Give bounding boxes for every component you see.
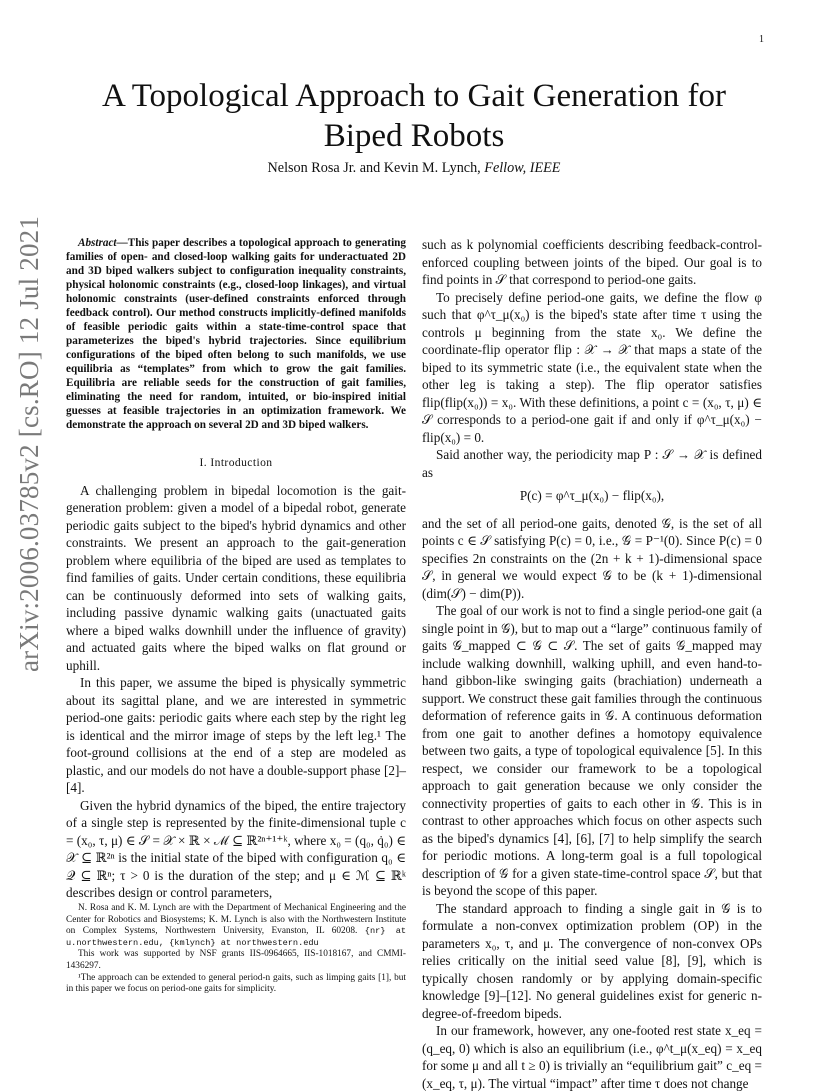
abstract-text: —This paper describes a topological approach to generating families of open- and closed-loop walking gaits for underactuated 2D and 3D biped walkers subject to configuration inequality constraints, physical holonomic constraints (e.g., closed-loop linkages), and virtual holonomic constraints (user-defined constraints enforced through feedback control). Our method constructs implicitly-defined manifolds of feasible periodic gaits within a state-time-control space that parameterizes the biped's hybrid trajectories. Since equilibrium configurations of the biped often belong to such manifolds, we use equilibria as “templates” from which to grow the gait families. Equilibria are reliable seeds for the construction of gait families, eliminating the need for random, intuited, or bio-inspired initial guesses at feasible trajectories in an optimization framework. We demonstrate the approach on several 2D and 3D biped walkers.	[66, 237, 406, 431]
paragraph: The standard approach to finding a single gait in 𝒢 is to formulate a non-convex optimization problem (OP) in the parameters x₀, τ, and μ. The convergence of non-convex OPs relies critically on the initial seed value [8], [9], which is typically chosen randomly or by applying domain-specific knowledge [9]–[12]. No general guidelines exist for generic n-degree-of-freedom bipeds.	[422, 900, 762, 1021]
paragraph: Said another way, the periodicity map P : 𝒮 → 𝒳 is defined as	[422, 447, 762, 480]
right-column	[422, 236, 762, 1092]
abstract	[66, 236, 406, 432]
footnote-1: ¹The approach can be extended to general period-n gaits, such as limping gaits [1], but in this paper we focus on period-one gaits for simplicity.	[66, 972, 406, 995]
paragraph: In our framework, however, any one-footed rest state x_eq = (q_eq, 0) which is also an equilibrium (i.e., φ^t_μ(x_eq) = x_eq for some μ and all t ≥ 0) is trivially an “equilibrium gait” c_eq = (x_eq, τ, μ). The virtual “impact” after time τ does not change	[422, 1023, 762, 1091]
arxiv-sidebar	[2, 0, 42, 1072]
footnotes	[66, 903, 406, 996]
paragraph: such as k polynomial coefficients describing feedback-control-enforced coupling between joints of the biped. Our goal is to find points in 𝒮 that correspond to period-one gaits.	[422, 237, 762, 287]
abstract-label: Abstract	[78, 237, 117, 249]
funding-footnote: This work was supported by NSF grants IIS-0964665, IIS-1018167, and CMMI-1436297.	[66, 949, 406, 971]
author-line	[60, 160, 768, 177]
arxiv-identifier: arXiv:2006.03785v2 [cs.RO] 12 Jul 2021	[14, 215, 44, 672]
paragraph: In this paper, we assume the biped is physically symmetric about its sagittal plane, and we are interested in symmetric period-one gaits: periodic gaits where each step by the right leg is identical and the mirror image of steps by the left leg.¹ The foot-ground collisions at the end of a step are modeled as plastic, and our models do not have a double-support phase [2]–[4].	[66, 675, 406, 795]
left-column	[66, 236, 406, 902]
authors: Nelson Rosa Jr. and Kevin M. Lynch,	[267, 160, 485, 176]
paragraph: To precisely define period-one gaits, we define the flow φ such that φ^τ_μ(x₀) is the biped's state after time τ using the controls μ beginning from the state x₀. We define the coordinate-flip operator flip : 𝒳 → 𝒳 that maps a state of the biped to its symmetric state (i.e., the equivalent state when the other leg is taking a step). The flip operator satisfies flip(flip(x₀)) = x₀. With these definitions, a point c = (x₀, τ, μ) ∈ 𝒮 corresponds to a period-one gait if and only if φ^τ_μ(x₀) − flip(x₀) = 0.	[422, 289, 762, 445]
paragraph: and the set of all period-one gaits, denoted 𝒢, is the set of all points c ∈ 𝒮 satisfying P(c) = 0, i.e., 𝒢 = P⁻¹(0). Since P(c) = 0 specifies 2n constraints on the (2n + k + 1)-dimensional space 𝒮, in general we would expect 𝒢 to be (k + 1)-dimensional (dim(𝒮) − dim(P)).	[422, 515, 762, 601]
author-fellow-title: Fellow, IEEE	[484, 160, 561, 176]
page-number: 1	[759, 34, 764, 45]
paragraph: A challenging problem in bipedal locomotion is the gait-generation problem: given a model of a bipedal robot, generate periodic gaits subject to the biped's hybrid dynamics and other constraints. We present an approach to the gait-generation problem where equilibria of the biped are used as templates to find families of gaits. Under certain conditions, these equilibria can be continuously deformed into sets of walking gaits, including passive dynamic walking gaits (unactuated gaits where a biped walks downhill under the influence of gravity) and actuated gaits where the biped walks on flat ground or uphill.	[66, 482, 406, 673]
paragraph: Given the hybrid dynamics of the biped, the entire trajectory of a single step is represented by the finite-dimensional tuple c = (x₀, τ, μ) ∈ 𝒮 = 𝒳 × ℝ × ℳ ⊆ ℝ²ⁿ⁺¹⁺ᵏ, where x₀ = (q₀, q̇₀) ∈ 𝒳 ⊆ ℝ²ⁿ is the initial state of the biped with configuration q₀ ∈ 𝒬 ⊆ ℝⁿ; τ > 0 is the duration of the step; and μ ∈ ℳ ⊆ ℝᵏ describes design or control parameters,	[66, 797, 406, 900]
paragraph: The goal of our work is not to find a single period-one gait (a single point in 𝒢), but to map out a “large” continuous family of gaits 𝒢_mapped ⊂ 𝒢 ⊂ 𝒮. The set of gaits 𝒢_mapped may include walking downhill, walking uphill, and even hand-to-hand gibbon-like swinging gaits (brachiation) underneath a support. We construct these gait families through the continuous deformation of reference gaits in 𝒢. A continuous deformation from one gait to another defines a homotopy equivalence between two gaits, a type of topological equivalence [5]. In this respect, we consider our framework to be a topological approach to gait generation because we only consider the connectivity properties of gaits to each other in 𝒢. This is in contrast to other approaches which focus on other aspects such as the biped's dynamics [4], [6], [7] to help simplify the search for periodic motions. A long-term goal is a full topological description of 𝒢 for a given state-time-control space 𝒮, but that is beyond the scope of this paper.	[422, 603, 762, 898]
affiliation-footnote	[66, 903, 406, 949]
email-addresses: {nr} at u.northwestern.edu, {kmlynch} at northwestern.edu	[66, 926, 407, 948]
equation: P(c) = φ^τ_μ(x₀) − flip(x₀),	[519, 488, 665, 503]
paper-title: A Topological Approach to Gait Generation for Biped Robots	[102, 78, 726, 154]
affiliation-text: N. Rosa and K. M. Lynch are with the Department of Mechanical Engineering and the Center for Robotics and Biosystems; K. M. Lynch is also with the Northwestern Institute on Complex Systems, Northwestern University, Evanston, IL 60208.	[66, 903, 406, 937]
section-heading: I. Introduction	[199, 456, 273, 469]
